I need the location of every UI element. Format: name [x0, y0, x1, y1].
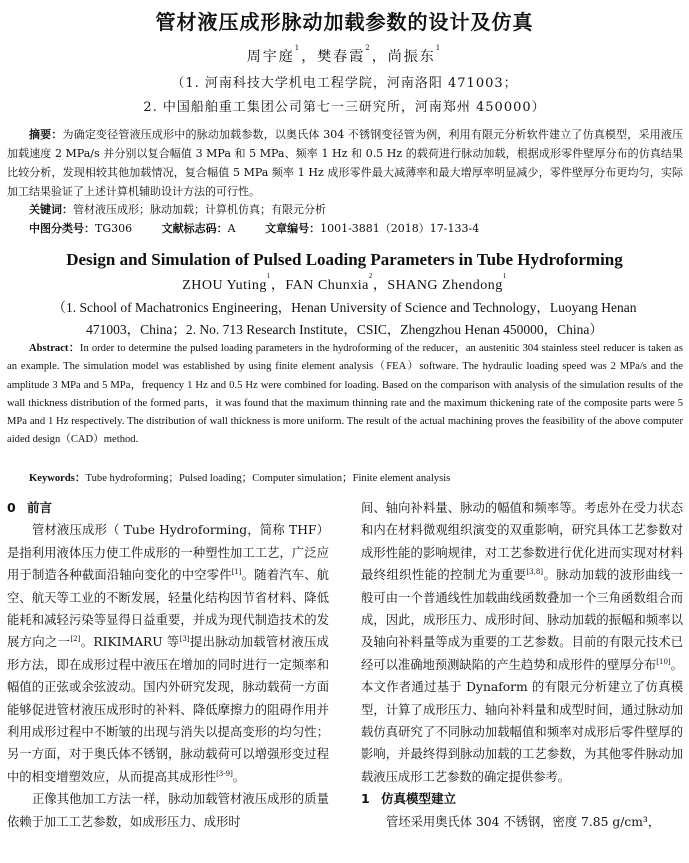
citation: [3]: [179, 635, 190, 644]
abstract-cn: [7, 125, 683, 201]
paragraph-text: 。: [232, 769, 246, 784]
affiliation-mark: 1: [502, 272, 507, 280]
citation: [1]: [231, 568, 242, 577]
author-name: 尚振东: [387, 49, 436, 65]
clc-value: TG306: [95, 222, 133, 235]
keywords-label-cn: 关键词：: [29, 203, 73, 216]
section-title: 仿真模型建立: [381, 791, 457, 807]
affiliation-en-line2: 471003，China；2. No. 713 Research Institute，CSIC，Zhengzhou Henan 450000，China）: [86, 322, 603, 337]
paper-title-en: Design and Simulation of Pulsed Loading Parameters in Tube Hydroforming: [66, 250, 623, 269]
affiliation-en-line1: （1. School of Machatronics Engineering，Henan University of Science and Technology，Luoyang Henan: [52, 300, 637, 315]
keywords-label-en: Keywords：: [29, 473, 86, 484]
keywords-en: [29, 470, 450, 485]
abstract-en: [7, 340, 683, 450]
citation: [10]: [656, 657, 671, 666]
affiliation-mark: 1: [435, 44, 443, 52]
paragraph-text: 间、轴向补料量、脉动的幅值和频率等。考虑外在受力状态和内在材料微观组织演变的双重影响，研究具体工艺参数对成形性能的影响规律，对工艺参数进行优化进而实现对材料最终组织性能的控制尤为重要: [361, 501, 683, 583]
author-name: 樊春霞: [317, 49, 366, 65]
doc-code-value: A: [227, 222, 236, 235]
paper-title-cn: 管材液压成形脉动加载参数的设计及仿真: [155, 10, 534, 34]
authors-cn: 周宇庭$^1$，樊春霞$^2$，尚振东$^1$: [246, 44, 443, 65]
doc-code-label: 文献标志码：: [161, 222, 228, 235]
paragraph-text: 提出脉动加载管材液压成形方法，即在成形过程中液压在增加的同时进行一定频率和幅值的正弦或余弦波动。国内外研究发现，脉动载荷一方面能够促进管材液压成形时的补料、降低摩擦力的阻碍作用并利用成形过程中不断皱的出现与消失以提高变形的均匀性；另一方面，对于奥氏体不锈钢，脉动载荷可以增强形变过程中的相变增塑效应，从而提高其成形性: [7, 635, 329, 784]
section-heading: [361, 788, 683, 810]
affiliation-mark: 1: [294, 44, 302, 52]
citation: [3,8]: [526, 568, 544, 577]
section-title: 前言: [27, 500, 53, 515]
section-number: 0: [7, 500, 16, 515]
author-name: FAN Chunxia: [285, 278, 369, 293]
paragraph-text: 管坯采用奥氏体 304 不锈钢，密度 7.85 g/cm³，: [386, 814, 661, 829]
affiliation-mark: 2: [365, 44, 372, 52]
paragraph: [7, 519, 329, 788]
body-column-right: [361, 497, 683, 833]
section-heading: [7, 497, 329, 519]
body-column-left: [7, 497, 329, 833]
keywords-text-en: Tube hydroforming；Pulsed loading；Computer simulation；Finite element analysis: [85, 473, 451, 484]
clc-label: 中图分类号：: [29, 222, 95, 235]
paragraph: [361, 811, 683, 833]
author-name: ZHOU Yuting: [182, 278, 267, 293]
classification-row: [29, 221, 479, 237]
citation: [3-9]: [216, 769, 233, 778]
keywords-cn: [29, 202, 326, 218]
author-name: SHANG Zhendong: [387, 278, 503, 293]
abstract-label-cn: 摘要：: [29, 128, 63, 141]
author-name: 周宇庭: [246, 49, 295, 65]
paragraph-text: 。RIKIMARU 等: [80, 635, 180, 650]
affiliation-cn-line1: （1. 河南科技大学机电工程学院，河南洛阳 471003；: [171, 76, 518, 91]
paragraph-text: 。脉动加载的波形曲线一般可由一个普通线性加载曲线函数叠加一个三角函数组合而成，因此，成形压力、成形时间、脉动加载的振幅和频率以及轴向补料量等成为重要的工艺参数。目前的有限元技术已经可以准确地预测缺陷的产生趋势和成形件的壁厚分布: [361, 568, 683, 672]
article-no-value: 1001-3881（2018）17-133-4: [320, 222, 480, 235]
abstract-text-cn: 为确定变径管液压成形中的脉动加载参数，以奥氏体 304 不锈钢变径管为例，利用有限元分析软件建立了仿真模型，采用液压加载速度 2 MPa/s 并分别以复合幅值 3 MPa 和 5 MPa、频率 1 Hz 和 0.5 Hz 的载荷进行脉动加载，根据成形零件壁厚分布的仿真结果比较分析，发现相较其他加载情况，复合幅值 5 MPa 频率 1 Hz 成形零件最大减薄率和最大增厚率明显减少，零件壁厚分布更均匀，实际加工结果验证了上述计算机辅助设计方法的可行性。: [7, 128, 683, 198]
section-number: 1: [361, 791, 370, 807]
abstract-text-en: In order to determine the pulsed loading parameters in the hydroforming of the reducer，an austenitic 304 stainless steel reducer is taken as an example. The simulation model was established by using finite element analysis（FEA）software. The hydraulic loading speed was 2 MPa/s and the amplitude 3 MPa and 5 MPa，frequency 1 Hz and 0.5 Hz were combined for loading. Based on the comparison with analysis of the simulation results of the wall thickness distribution of the formed parts，it was found that the maximum thinning rate and the maximum thickening rate of the composite parts were 5 MPa and 1 Hz respectively. The distribution of wall thickness is more uniform. The result of the actual machining proves the feasibility of the above computer aided design（CAD）method.: [7, 343, 684, 446]
affiliation-mark: 1: [266, 272, 271, 280]
paragraph-text: 。随着汽车、航空、航天等工业的不断发展，轻量化结构因节省材料、降低能耗和减轻污染等显得日益重要，并成为现代制造技术的发展方向之一: [7, 568, 329, 650]
paragraph-text: 正像其他加工方法一样，脉动加载管材液压成形的质量依赖于加工工艺参数，如成形压力、成形时: [7, 792, 329, 829]
paragraph: [7, 788, 329, 833]
article-no-label: 文章编号：: [265, 222, 321, 235]
paragraph: [361, 497, 683, 788]
affiliation-mark: 2: [368, 272, 373, 280]
affiliation-cn-line2: 2. 中国船舶重工集团公司第七一三研究所，河南郑州 450000）: [143, 100, 546, 115]
abstract-label-en: Abstract：: [29, 343, 80, 354]
authors-en: ZHOU Yuting$^1$，FAN Chunxia$^2$，SHANG Zhendong$^1$: [182, 272, 507, 293]
paragraph-text: 管材液压成形（ Tube Hydroforming，简称 THF）是指利用液体压力使工件成形的一种塑性加工工艺，广泛应用于制造各种截面沿轴向变化的中空零件: [7, 523, 329, 583]
paragraph-text: 。本文作者通过基于 Dynaform 的有限元分析建立了仿真模型，计算了成形压力、轴向补料量和成型时间，通过脉动加载仿真研究了不同脉动加载幅值和频率对成形后零件壁厚的影响，并最终得到脉动加载的工艺参数，为其他零件脉动加载液压成形工艺参数的确定提供参考。: [361, 657, 683, 784]
keywords-text-cn: 管材液压成形；脉动加载；计算机仿真；有限元分析: [73, 203, 326, 216]
citation: [2]: [70, 635, 81, 644]
